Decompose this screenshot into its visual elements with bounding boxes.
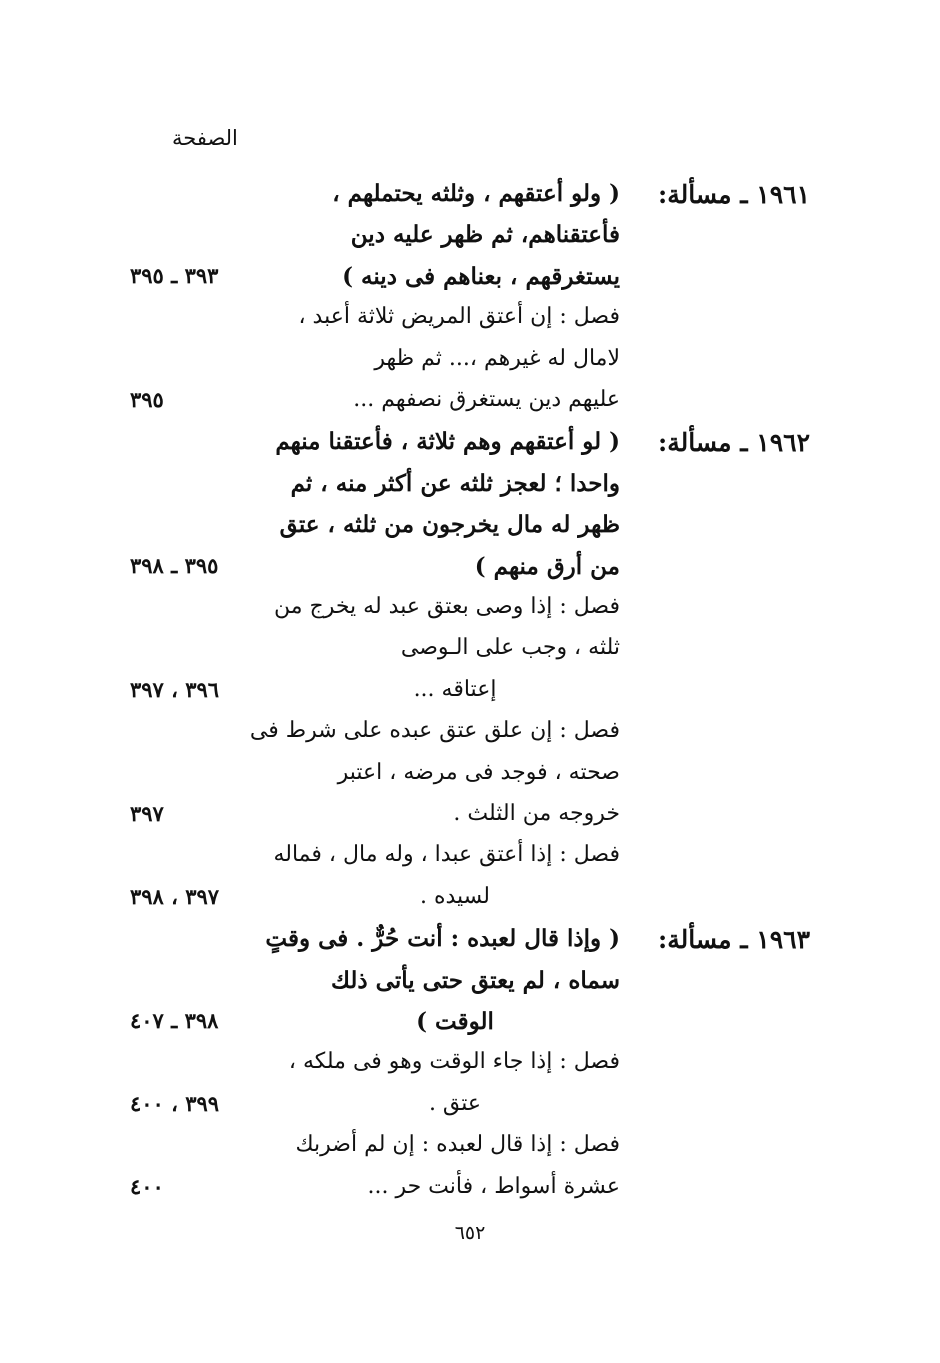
section-text: فصل : إن علق عتق عبده على شرط فى: [249, 718, 620, 744]
question-text: فأعتقناهم، ثم ظهر عليه دين: [350, 221, 620, 249]
question-text: ( وإذا قال لعبده : أنت حُرٌّ . فى وقتٍ: [265, 925, 620, 953]
page-reference: ٣٩٩ ، ٤٠٠: [130, 1090, 220, 1116]
page-reference: ٣٩٣ ـ ٣٩٥: [130, 262, 219, 288]
question-text: سماه ، لم يعتق حتى يأتى ذلك: [331, 966, 620, 994]
question-text: يستغرقهم ، بعناهم فى دينه ): [342, 262, 620, 290]
index-line: [0, 718, 940, 760]
question-text: الوقت ): [416, 1008, 494, 1035]
section-text: فصل : إذا أعتق عبدا ، وله مال ، فماله: [273, 842, 620, 868]
index-line: [0, 884, 940, 926]
page-reference: ٣٩٥: [130, 387, 164, 412]
page-reference: ٣٩٦ ، ٣٩٧: [130, 676, 220, 702]
index-line: [0, 428, 940, 470]
index-line: [0, 263, 940, 305]
index-line: [0, 967, 940, 1009]
index-line: [0, 760, 940, 802]
index-line: [0, 925, 940, 967]
page-reference: ٤٠٠: [130, 1173, 164, 1199]
section-text: فصل : إن أعتق المريض ثلاثة أعبد ،: [298, 304, 620, 330]
question-text: ( ولو أعتقهم ، وثلثه يحتملهم ،: [332, 180, 620, 207]
index-line: [0, 1049, 940, 1091]
page-column-header: الصفحة: [172, 126, 238, 150]
section-text: لامال له غيرهم ،... ثم ظهر: [374, 345, 620, 371]
page-reference: ٣٩٧: [130, 801, 164, 826]
index-line: [0, 1008, 940, 1050]
index-line: [0, 1174, 940, 1216]
question-text: من أرق منهم ): [474, 552, 620, 580]
index-line: [0, 346, 940, 388]
section-text: خروجه من الثلث .: [453, 801, 620, 826]
index-line: [0, 304, 940, 346]
page-number: ٦٥٢: [454, 1222, 486, 1244]
index-line: [0, 801, 940, 843]
question-number: ١٩٦١ ـ مسألة:: [657, 180, 810, 209]
index-line: [0, 470, 940, 512]
index-line: [0, 1091, 940, 1133]
section-text: صحته ، فوجد فى مرضه ، اعتبر: [337, 759, 620, 785]
question-text: واحدا ؛ لعجز ثلثه عن أكثر منه ، ثم: [290, 469, 620, 497]
section-text: فصل : إذا قال لعبده : إن لم أضربك: [295, 1132, 620, 1158]
question-number: ١٩٦٢ ـ مسألة:: [657, 428, 810, 458]
index-line: [0, 221, 940, 263]
section-text: لسيده .: [419, 883, 491, 909]
index-line: [0, 180, 940, 222]
section-text: عشرة أسواط ، فأنت حر ...: [367, 1173, 620, 1199]
question-number: ١٩٦٣ ـ مسألة:: [657, 925, 810, 955]
page-reference: ٣٩٥ ـ ٣٩٨: [130, 552, 219, 578]
section-text: عتق .: [428, 1090, 482, 1116]
section-text: ثلثه ، وجب على الـوصى: [400, 635, 620, 661]
section-text: فصل : إذا جاء الوقت وهو فى ملكه ،: [288, 1049, 620, 1075]
section-text: عليهم دين يستغرق نصفهم ...: [353, 387, 620, 412]
index-line: [0, 677, 940, 719]
question-text: ( لو أعتقهم وهم ثلاثة ، فأعتقنا منهم: [275, 428, 620, 456]
index-line: [0, 842, 940, 884]
index-line: [0, 594, 940, 636]
index-line: [0, 511, 940, 553]
index-line: [0, 1132, 940, 1174]
index-line: [0, 635, 940, 677]
index-line: [0, 387, 940, 429]
section-text: فصل : إذا وصى بعتق عبد له يخرج من: [273, 594, 620, 619]
page-reference: ٣٩٨ ـ ٤٠٧: [130, 1008, 219, 1033]
question-text: ظهر له مال يخرجون من ثلثه ، عتق: [279, 511, 620, 539]
index-line: [0, 553, 940, 595]
section-text: إعتاقه ...: [413, 676, 497, 702]
page-reference: ٣٩٧ ، ٣٩٨: [130, 883, 220, 909]
